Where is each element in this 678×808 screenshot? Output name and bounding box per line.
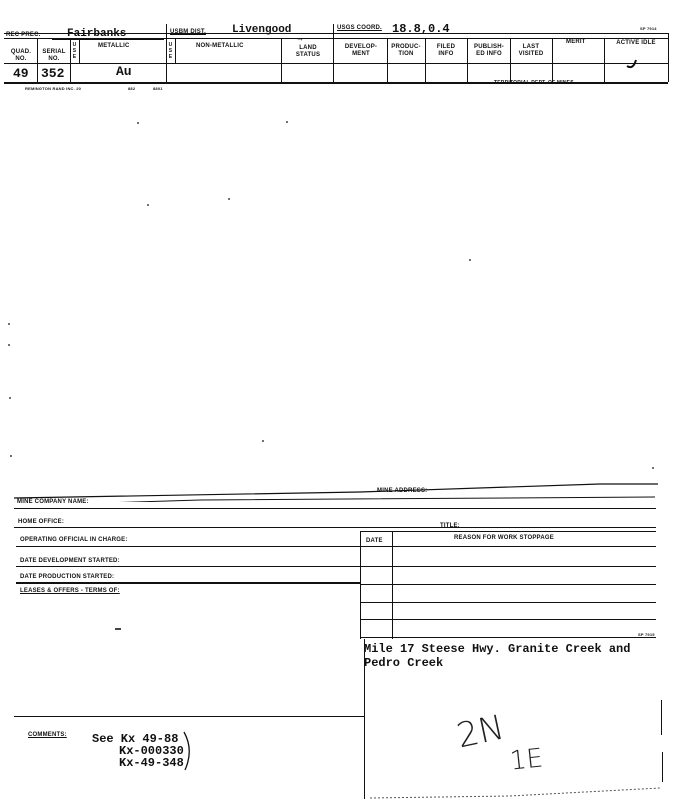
usgs-coord-label: USGS COORD.: [337, 25, 382, 31]
col-use-label: U S E: [72, 42, 77, 60]
speck: [10, 455, 12, 457]
rec-prec-underline: [52, 39, 164, 40]
usbm-dist-label: USBM DIST.: [170, 29, 207, 35]
col-divider: [281, 38, 282, 82]
rule: [360, 637, 656, 638]
date-column-header: DATE: [366, 538, 383, 544]
rule: [360, 619, 656, 620]
rule: [14, 716, 364, 717]
speck: [115, 628, 121, 630]
speck: [469, 259, 471, 261]
rec-prec-value: Fairbanks: [67, 28, 127, 40]
edge-mark: [662, 752, 663, 782]
header-rule-columns: [4, 63, 668, 64]
comments-line-2: Kx-000330: [119, 744, 184, 758]
col-metallic-label: METALLIC: [98, 43, 130, 49]
col-divider: [387, 38, 388, 82]
rule: [360, 584, 656, 585]
rule: [16, 566, 656, 567]
col-divider: [79, 38, 80, 63]
speck: [8, 344, 10, 346]
col-use-label: U S E: [168, 42, 173, 60]
speck: [137, 122, 139, 124]
date-col-divider: [392, 531, 393, 639]
col-production-label: PRODUC- TION: [391, 44, 421, 57]
record-metallic: Au: [116, 64, 132, 79]
check-mark-icon: [624, 57, 640, 71]
comments-line-1: See Kx 49-88: [92, 732, 179, 746]
mine-address-label: MINE ADDRESS:: [377, 488, 428, 494]
rule: [14, 508, 656, 509]
col-published-info-label: PUBLISH- ED INFO: [474, 44, 504, 57]
col-serial-label: SERIAL NO.: [42, 49, 66, 62]
date-development-label: DATE DEVELOPMENT STARTED:: [20, 558, 120, 564]
title-label: TITLE:: [440, 523, 460, 529]
usbm-dist-value: Livengood: [232, 24, 292, 36]
bracket-mark: [182, 730, 198, 774]
col-divider: [175, 38, 176, 63]
reason-column-header: REASON FOR WORK STOPPAGE: [454, 535, 554, 541]
printer-code: 882: [128, 86, 136, 91]
col-divider: [552, 38, 553, 82]
comments-line-3: Kx-49-348: [119, 756, 184, 770]
col-filed-info-label: FILED INFO: [436, 44, 456, 57]
col-divider: [668, 33, 669, 82]
col-land-status-label: LAND STATUS: [295, 45, 321, 58]
col-divider: [604, 38, 605, 82]
date-production-label: DATE PRODUCTION STARTED:: [20, 574, 115, 580]
rule: [14, 527, 656, 528]
speck: [262, 440, 264, 442]
home-office-label: HOME OFFICE:: [18, 519, 65, 525]
col-divider: [467, 38, 468, 82]
handwritten-township: 2N: [453, 707, 508, 757]
rule: [360, 531, 656, 532]
rec-prec-label: REC PREC.: [6, 32, 41, 38]
operating-official-label: OPERATING OFFICIAL IN CHARGE:: [20, 537, 128, 543]
col-non-metallic-label: NON-METALLIC: [196, 43, 244, 49]
mine-company-name-label: MINE COMPANY NAME:: [17, 499, 89, 505]
form-number: SP 7914: [640, 26, 657, 31]
location-note-line-2: Pedro Creek: [364, 656, 444, 670]
record-quad: 49: [13, 66, 29, 81]
speck: [286, 121, 288, 123]
speck: [147, 204, 149, 206]
speck: [228, 198, 230, 200]
col-active-idle-label: ACTIVE IDLE: [616, 40, 656, 46]
usgs-coord-value: 18.8,0.4: [392, 22, 450, 36]
col-quad-label: QUAD. NO.: [10, 49, 32, 62]
rule: [16, 546, 656, 547]
printer-code: 8801: [153, 86, 163, 91]
paper-bottom-edge: [360, 782, 670, 802]
paper-curl: [0, 462, 678, 502]
rule: [16, 582, 360, 584]
printer-imprint: REMINGTON RAND INC. 20: [25, 86, 82, 91]
date-col-divider: [360, 531, 361, 639]
handwritten-range: 1E: [508, 743, 545, 777]
col-divider: [510, 38, 511, 82]
leases-label: LEASES & OFFERS - TERMS OF:: [20, 588, 120, 594]
edge-mark: [661, 700, 662, 735]
comments-label: COMMENTS:: [28, 732, 67, 738]
col-divider: [333, 24, 334, 82]
form-number-2: SP 7915: [638, 632, 655, 637]
location-note-line-1: Mile 17 Steese Hwy. Granite Creek and: [364, 642, 631, 656]
arrow-mark: →: [296, 34, 304, 43]
speck: [8, 323, 10, 325]
col-merit-label: MERIT: [566, 39, 586, 45]
col-divider: [425, 38, 426, 82]
record-serial: 352: [41, 66, 65, 81]
dept-imprint: TERRITORIAL DEPT. OF MINES: [494, 80, 574, 86]
rule: [360, 602, 656, 603]
speck: [9, 397, 11, 399]
col-last-visited-label: LAST VISITED: [518, 44, 544, 57]
col-development-label: DEVELOP- MENT: [344, 44, 378, 57]
